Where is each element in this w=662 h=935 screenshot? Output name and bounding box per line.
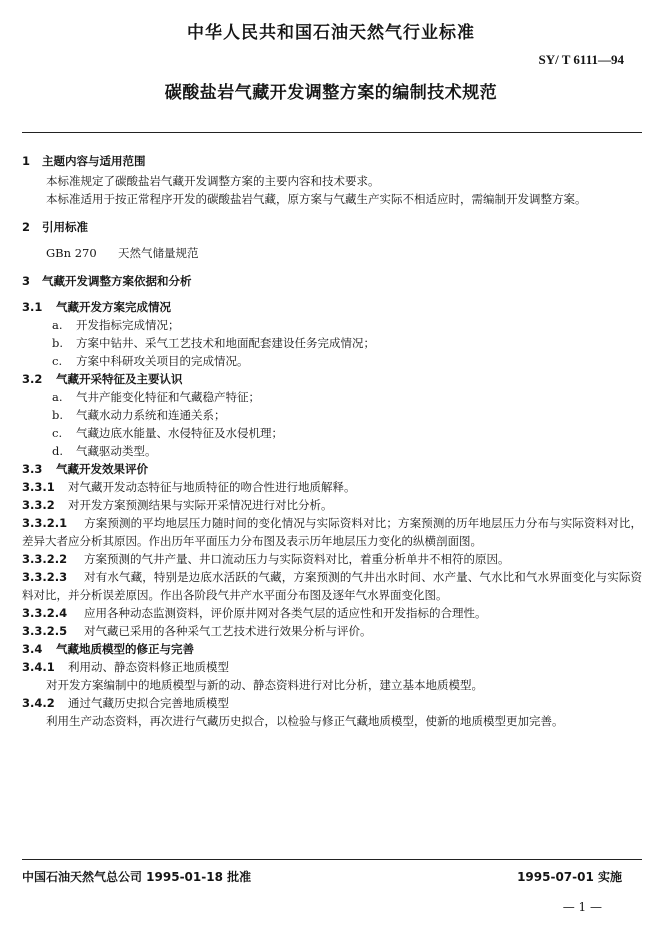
section-heading-3 — [22, 272, 642, 290]
section-title: 主题内容与适用范围 — [42, 154, 146, 168]
list-item — [22, 388, 642, 406]
clause-text: 方案预测的平均地层压力随时间的变化情况与实际资料对比；方案预测的历年地层压力分布与实际资料对比，差异大者应分析其原因。作出历年平面压力分布图及表示历年地层压力变化的纵横剖面图。 — [22, 516, 642, 548]
clause-text: 方案预测的气井产量、井口流动压力与实际资料对比，着重分析单井不相符的原因。 — [84, 552, 510, 566]
reference-code: GBn 270 — [46, 246, 97, 260]
list-item — [22, 334, 642, 352]
list-text: 气藏水动力系统和连通关系； — [76, 408, 226, 422]
clause-number: 3.3.2.5 — [22, 624, 68, 638]
list-item — [22, 406, 642, 424]
section-number: 2 — [22, 220, 31, 234]
approval-statement: 中国石油天然气总公司 1995-01-18 批准 — [22, 870, 252, 884]
list-text: 方案中科研攻关项目的完成情况。 — [76, 354, 249, 368]
clause-text: 对开发方案预测结果与实际开采情况进行对比分析。 — [68, 498, 333, 512]
clause-number: 3.3.2.4 — [22, 606, 68, 620]
page-number: — 1 — — [562, 900, 602, 914]
list-marker: b. — [52, 336, 64, 350]
subsection-number: 3.3 — [22, 462, 43, 476]
org-title: 中华人民共和国石油天然气行业标准 — [187, 23, 475, 43]
list-marker: c. — [52, 354, 63, 368]
list-marker: a. — [52, 318, 63, 332]
standard-code: SY/ T 6111—94 — [538, 52, 624, 67]
list-text: 气井产能变化特征和气藏稳产特征； — [76, 390, 260, 404]
list-item — [22, 442, 642, 460]
clause-3-3-1 — [22, 478, 642, 496]
document-body — [22, 148, 642, 730]
paragraph: 本标准规定了碳酸盐岩气藏开发调整方案的主要内容和技术要求。 — [46, 174, 380, 188]
clause-3-3-2 — [22, 496, 642, 514]
clause-3-3-2-2 — [22, 550, 642, 568]
section-heading-2 — [22, 218, 642, 236]
clause-number: 3.3.2.2 — [22, 552, 68, 566]
clause-number: 3.4.1 — [22, 660, 55, 674]
section-number: 1 — [22, 154, 31, 168]
subsection-number: 3.1 — [22, 300, 43, 314]
clause-3-4-2 — [22, 694, 642, 712]
section-number: 3 — [22, 274, 31, 288]
clause-3-3-2-1 — [22, 514, 642, 550]
paragraph: 本标准适用于按正常程序开发的碳酸盐岩气藏，原方案与气藏生产实际不相适应时，需编制开发调整方案。 — [46, 192, 587, 206]
header-divider — [22, 132, 642, 133]
subsection-number: 3.2 — [22, 372, 43, 386]
list-text: 方案中钻井、采气工艺技术和地面配套建设任务完成情况； — [76, 336, 375, 350]
clause-3-3-2-4 — [22, 604, 642, 622]
subsection-number: 3.4 — [22, 642, 43, 656]
clause-3-3-2-5 — [22, 622, 642, 640]
effective-date: 1995-07-01 实施 — [517, 870, 622, 884]
clause-text: 对气藏已采用的各种采气工艺技术进行效果分析与评价。 — [84, 624, 372, 638]
subsection-title: 气藏地质模型的修正与完善 — [56, 642, 194, 656]
subsection-heading-3-3 — [22, 460, 642, 478]
paragraph: 利用生产动态资料，再次进行气藏历史拟合，以检验与修正气藏地质模型，使新的地质模型更加完善。 — [46, 714, 564, 728]
reference-title: 天然气储量规范 — [118, 246, 199, 260]
list-item — [22, 316, 642, 334]
clause-text: 应用各种动态监测资料，评价原井网对各类气层的适应性和开发指标的合理性。 — [84, 606, 487, 620]
list-marker: b. — [52, 408, 64, 422]
list-text: 气藏驱动类型。 — [76, 444, 157, 458]
subsection-heading-3-2 — [22, 370, 642, 388]
reference-entry — [22, 244, 642, 262]
clause-number: 3.4.2 — [22, 696, 55, 710]
clause-text: 利用动、静态资料修正地质模型 — [68, 660, 229, 674]
list-marker: c. — [52, 426, 63, 440]
clause-3-4-1 — [22, 658, 642, 676]
clause-3-3-2-3 — [22, 568, 642, 604]
clause-number: 3.3.2 — [22, 498, 55, 512]
clause-number: 3.3.1 — [22, 480, 55, 494]
list-marker: a. — [52, 390, 63, 404]
clause-number: 3.3.2.3 — [22, 570, 68, 584]
clause-text: 对气藏开发动态特征与地质特征的吻合性进行地质解释。 — [68, 480, 356, 494]
list-text: 气藏边底水能量、水侵特征及水侵机理； — [76, 426, 283, 440]
document-title: 碳酸盐岩气藏开发调整方案的编制技术规范 — [164, 83, 498, 103]
subsection-title: 气藏开发方案完成情况 — [56, 300, 171, 314]
section-title: 引用标准 — [42, 220, 88, 234]
section-heading-1 — [22, 152, 642, 170]
subsection-title: 气藏开发效果评价 — [56, 462, 148, 476]
subsection-heading-3-4 — [22, 640, 642, 658]
list-text: 开发指标完成情况； — [76, 318, 180, 332]
list-item — [22, 352, 642, 370]
list-marker: d. — [52, 444, 64, 458]
clause-text: 对有水气藏，特别是边底水活跃的气藏，方案预测的气井出水时间、水产量、气水比和气水界面变化与实际资料对比，并分析误差原因。作出各阶段气井产水平面分布图及逐年气水界面变化图。 — [22, 570, 642, 602]
paragraph: 对开发方案编制中的地质模型与新的动、静态资料进行对比分析，建立基本地质模型。 — [46, 678, 483, 692]
subsection-heading-3-1 — [22, 298, 642, 316]
list-item — [22, 424, 642, 442]
subsection-title: 气藏开采特征及主要认识 — [56, 372, 183, 386]
clause-number: 3.3.2.1 — [22, 516, 68, 530]
section-title: 气藏开发调整方案依据和分析 — [42, 274, 192, 288]
footer-divider — [22, 859, 642, 860]
clause-text: 通过气藏历史拟合完善地质模型 — [68, 696, 229, 710]
